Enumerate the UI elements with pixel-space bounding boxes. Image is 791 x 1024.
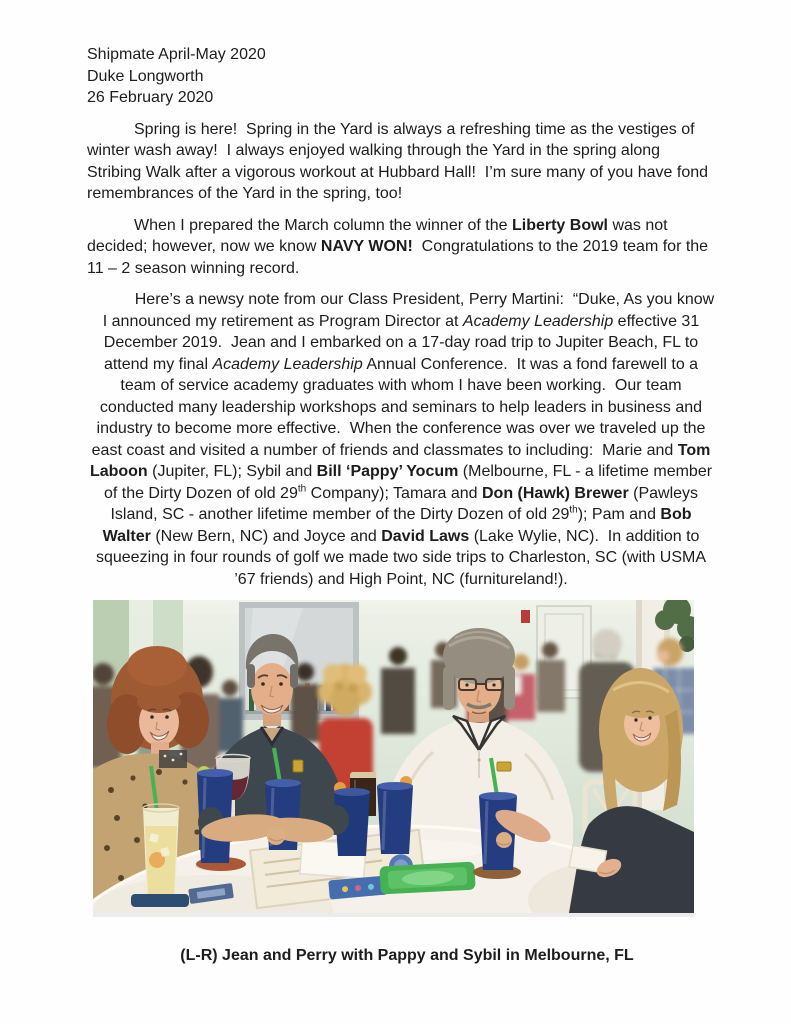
header-line-author: Duke Longworth xyxy=(87,67,204,85)
text-run: Don (Hawk) Brewer xyxy=(481,484,629,502)
photo-caption: (L-R) Jean and Perry with Pappy and Sybil in Melbourne, FL xyxy=(180,947,634,964)
text-run: Company); Tamara and xyxy=(306,484,482,502)
photo-figure xyxy=(93,600,694,966)
text-run: ); Pam and xyxy=(577,506,661,523)
text-run: (Pawleys Island, SC - another lifetime member of the Dirty Dozen of old 29 xyxy=(110,484,703,523)
text-run: NAVY WON! xyxy=(320,238,413,255)
text-run: Here’s a newsy note from our Class President, Perry Martini: “Duke, As you know I announced my retirement as Program Director at xyxy=(102,291,719,330)
text-run: Bill ‘Pappy’ Yocum xyxy=(316,463,459,480)
document-body xyxy=(87,119,719,591)
text-run: effective 31 December 2019. Jean and I embarked on a 17-day road trip to Jupiter Beach, FL to attend my final xyxy=(103,312,704,373)
header-line-publication: Shipmate April-May 2020 xyxy=(87,46,266,63)
photo-illustration xyxy=(93,600,694,913)
document-header xyxy=(87,44,715,109)
text-run: th xyxy=(297,483,307,495)
text-run: Tom Laboon xyxy=(89,441,715,480)
text-run: Annual Conference. It was a fond farewell to a team of service academy graduates with whom I have been working. Our team conducted many leadership workshops and seminars to help leaders in business and industry to become more effective. When the conference was over we traveled up the east coast and visited a number of friends and classmates to including: Marie and xyxy=(91,355,710,459)
text-run: David Laws xyxy=(381,527,470,545)
paragraph xyxy=(87,215,715,280)
photo xyxy=(93,600,694,917)
text-run: (Melbourne, FL - a lifetime member of the Dirty Dozen of old 29 xyxy=(103,463,717,502)
photo-tint xyxy=(93,600,694,913)
header-line-date: 26 February 2020 xyxy=(87,89,214,106)
paragraph xyxy=(87,119,715,205)
paragraph xyxy=(87,289,719,590)
text-run: Academy Leadership xyxy=(462,312,614,330)
text-run: Liberty Bowl xyxy=(511,216,608,234)
text-run: th xyxy=(569,504,578,516)
text-run: (Lake Wylie, NC). In addition to squeezing in four rounds of golf we made two side trips to Charleston, SC (with USMA ’67 friends) and High Point, NC (furnitureland!). xyxy=(95,527,711,588)
text-run: Bob Walter xyxy=(102,506,696,545)
text-run: Congratulations to the 2019 team for the 11 – 2 season winning record. xyxy=(87,238,713,277)
text-run: Spring is here! Spring in the Yard is always a refreshing time as the vestiges of winter wash away! I always enjoyed walking through the Yard in the spring along Stribing Walk after a vigorous workout at Hubbard Hall! I’m sure many of you have fond remembrances of the Yard in the spring, too! xyxy=(87,120,713,202)
text-run: (New Bern, NC) and Joyce and xyxy=(150,527,382,545)
text-run: (Jupiter, FL); Sybil and xyxy=(147,463,317,480)
text-run: Academy Leadership xyxy=(212,355,363,373)
text-run: When I prepared the March column the winner of the xyxy=(134,216,512,234)
text-run: was not decided; however, now we know xyxy=(87,216,673,255)
